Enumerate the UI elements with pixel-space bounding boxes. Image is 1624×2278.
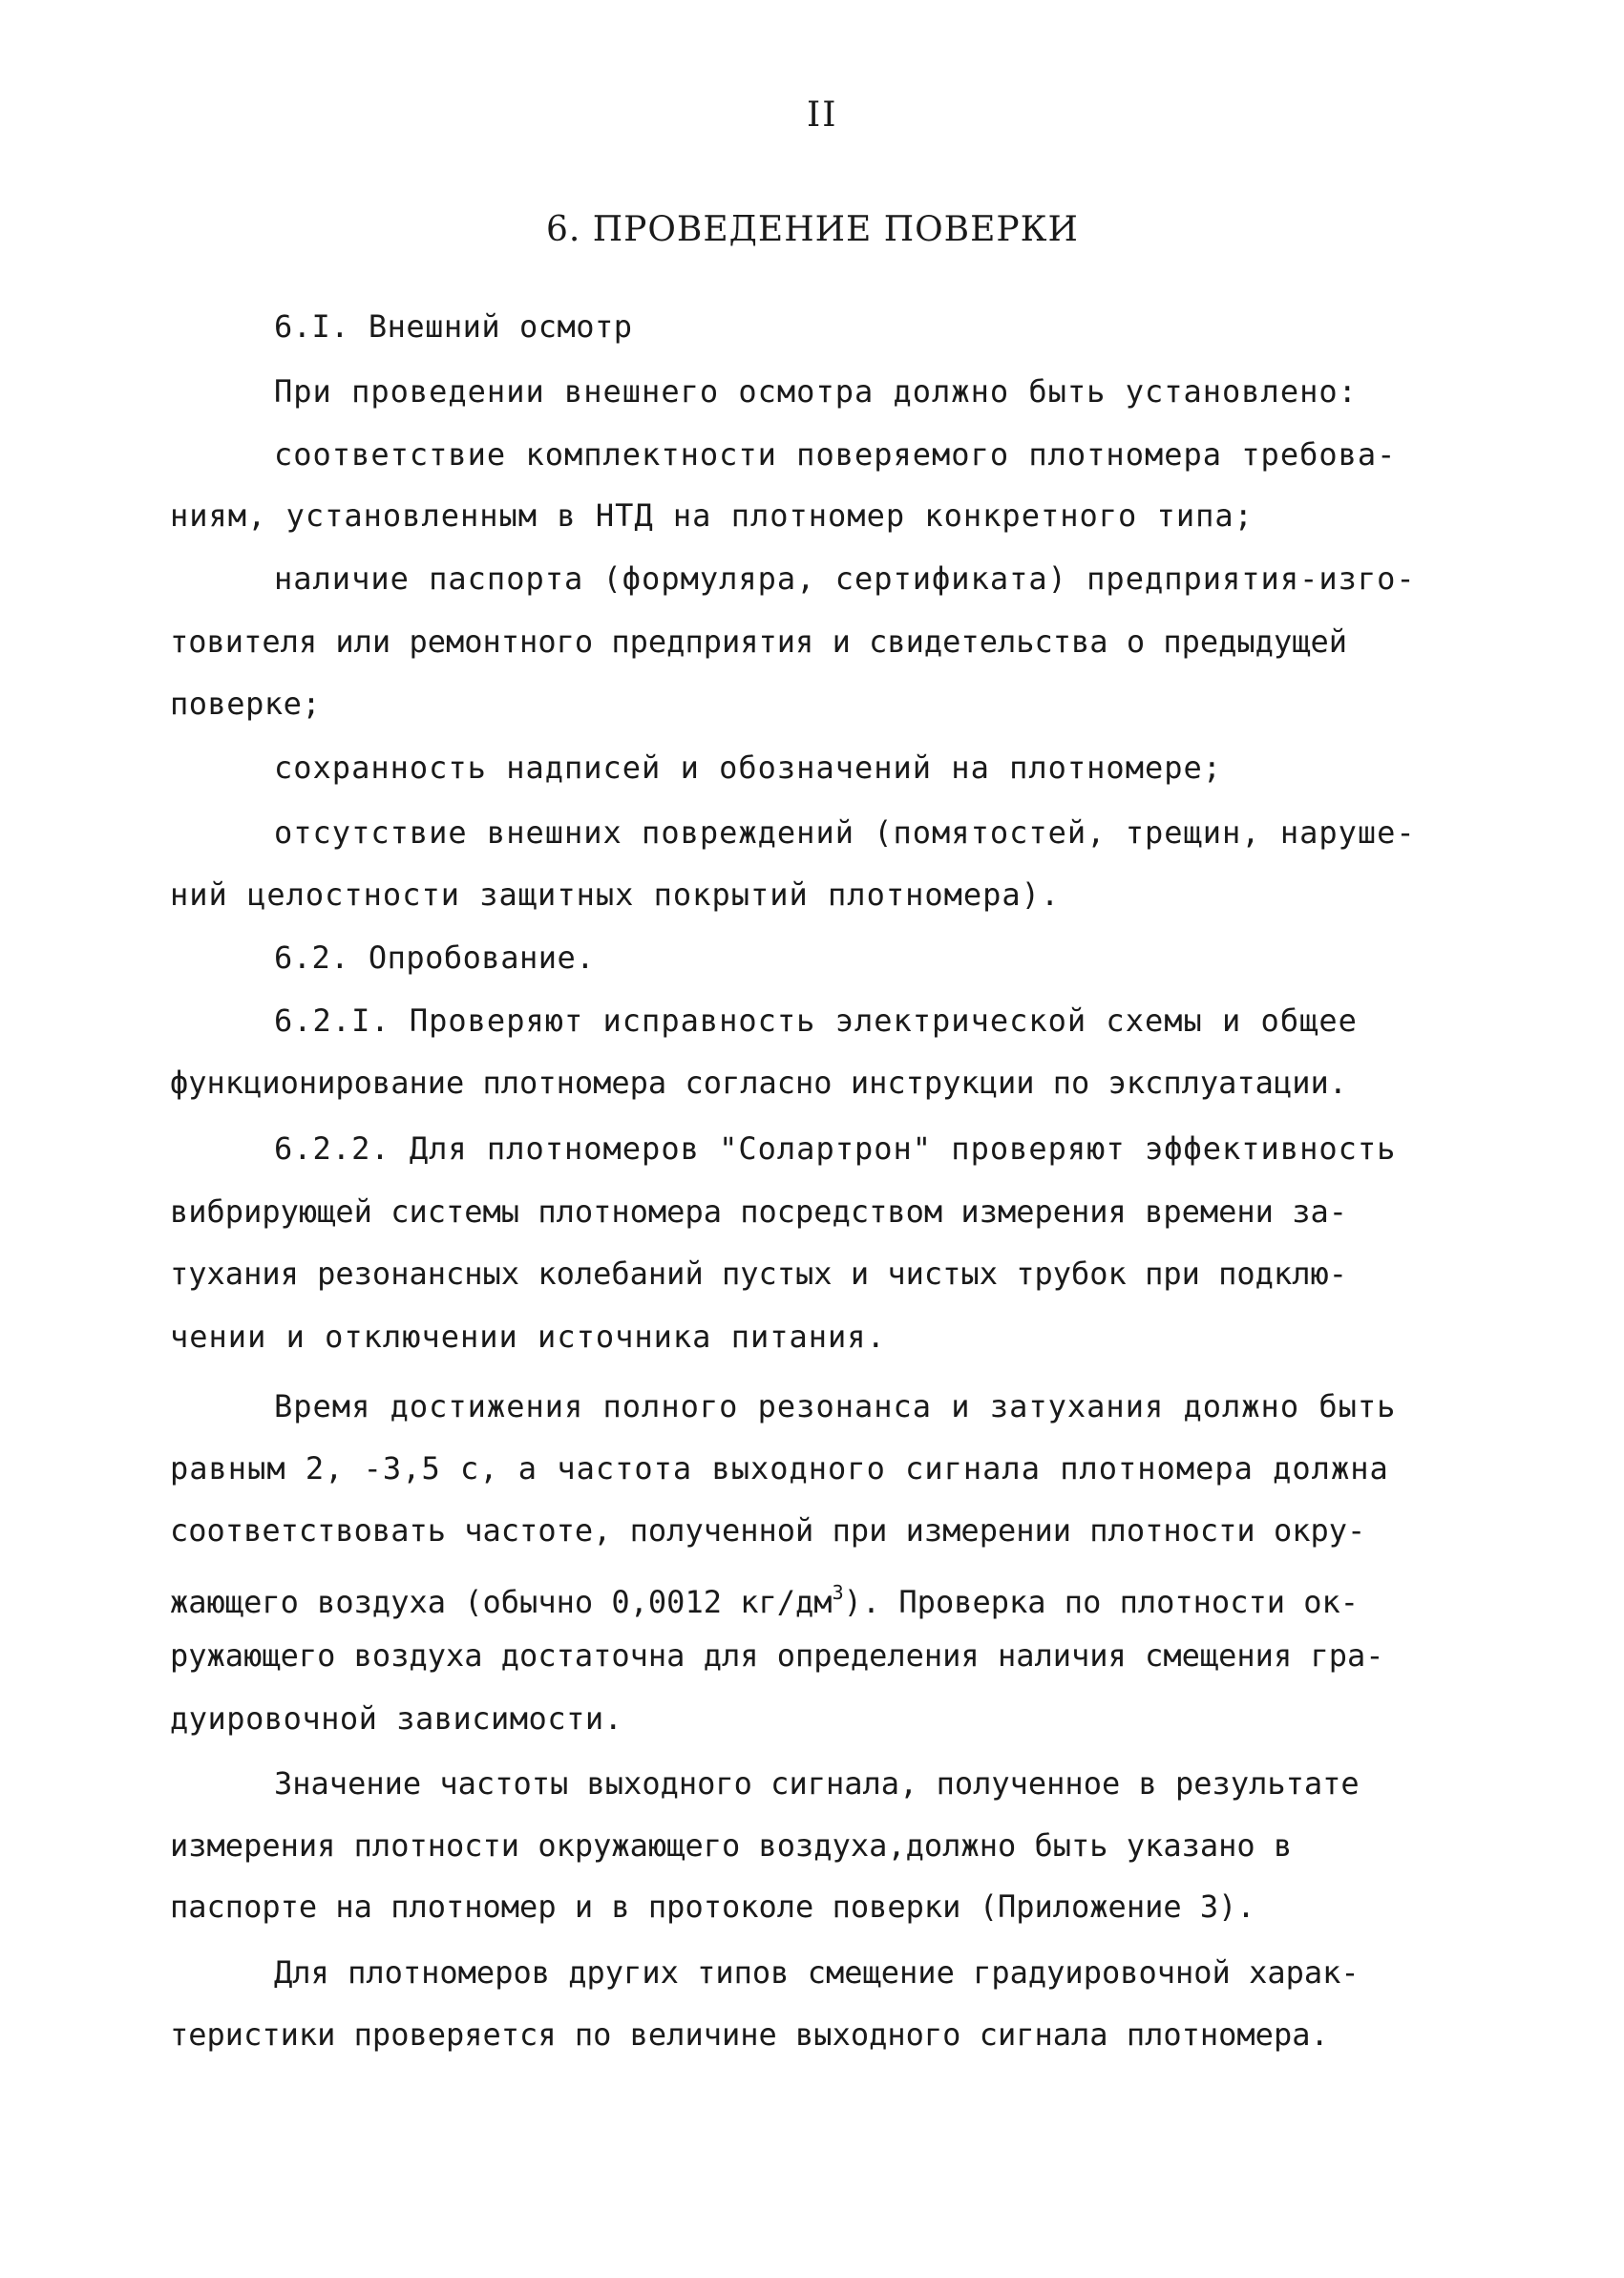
paragraph-line: соответствие комплектности поверяемого плотномера требова- bbox=[274, 436, 1397, 473]
paragraph-line: ниям, установленным в НТД на плотномер конкретного типа; bbox=[170, 497, 1254, 534]
paragraph-line: Время достижения полного резонанса и затухания должно быть bbox=[274, 1388, 1397, 1424]
subsection-heading-6-1: 6.I. Внешний осмотр bbox=[274, 308, 633, 345]
subsection-heading-6-2: 6.2. Опробование. bbox=[274, 939, 596, 976]
paragraph-line: Для плотномеров других типов смещение градуировочной харак- bbox=[274, 1954, 1360, 1991]
paragraph-line: паспорте на плотномер и в протоколе поверки (Приложение 3). bbox=[170, 1888, 1255, 1925]
paragraph-line: 6.2.I. Проверяют исправность электрической схемы и общее bbox=[274, 1002, 1358, 1039]
paragraph-line: сохранность надписей и обозначений на плотномере; bbox=[274, 749, 1223, 786]
paragraph-line: измерения плотности окружающего воздуха,должно быть указано в bbox=[170, 1827, 1293, 1864]
text-segment: ). Проверка по плотности ок- bbox=[843, 1584, 1360, 1620]
paragraph-line: тухания резонансных колебаний пустых и чистых трубок при подклю- bbox=[170, 1255, 1347, 1292]
paragraph-line: поверке; bbox=[170, 686, 322, 722]
paragraph-line: наличие паспорта (формуляра, сертификата) предприятия-изго- bbox=[274, 560, 1416, 597]
paragraph-line: соответствовать частоте, полученной при измерении плотности окру- bbox=[170, 1512, 1366, 1549]
paragraph-line: 6.2.2. Для плотномеров "Солартрон" проверяют эффективность bbox=[274, 1130, 1397, 1167]
paragraph-line: При проведении внешнего осмотра должно быть установлено: bbox=[274, 373, 1358, 410]
superscript-exponent: 3 bbox=[832, 1581, 844, 1604]
paragraph-line: равным 2, -3,5 с, а частота выходного сигнала плотномера должна bbox=[170, 1450, 1389, 1487]
page-number: II bbox=[807, 95, 838, 135]
paragraph-line: Значение частоты выходного сигнала, полученное в результате bbox=[274, 1765, 1360, 1802]
text-segment: жающего воздуха (обычно 0,0012 кг/дм bbox=[170, 1584, 833, 1620]
paragraph-line: отсутствие внешних повреждений (помятостей, трещин, наруше- bbox=[274, 814, 1416, 851]
paragraph-line: вибрирующей системы плотномера посредством измерения времени за- bbox=[170, 1193, 1347, 1230]
section-title: 6. ПРОВЕДЕНИЕ ПОВЕРКИ bbox=[546, 210, 1079, 249]
paragraph-line: ний целостности защитных покрытий плотномера). bbox=[170, 876, 1061, 913]
paragraph-line: функционирование плотномера согласно инструкции по эксплуатации. bbox=[170, 1065, 1347, 1101]
paragraph-line: дуировочной зависимости. bbox=[170, 1700, 623, 1737]
paragraph-line: товителя или ремонтного предприятия и свидетельства о предыдущей bbox=[170, 623, 1347, 660]
paragraph-line: ружающего воздуха достаточна для определения наличия смещения гра- bbox=[170, 1637, 1384, 1674]
paragraph-line: теристики проверяется по величине выходного сигнала плотномера. bbox=[170, 2016, 1329, 2053]
paragraph-line-with-unit bbox=[170, 1573, 1359, 1621]
paragraph-line: чении и отключении источника питания. bbox=[170, 1318, 886, 1355]
